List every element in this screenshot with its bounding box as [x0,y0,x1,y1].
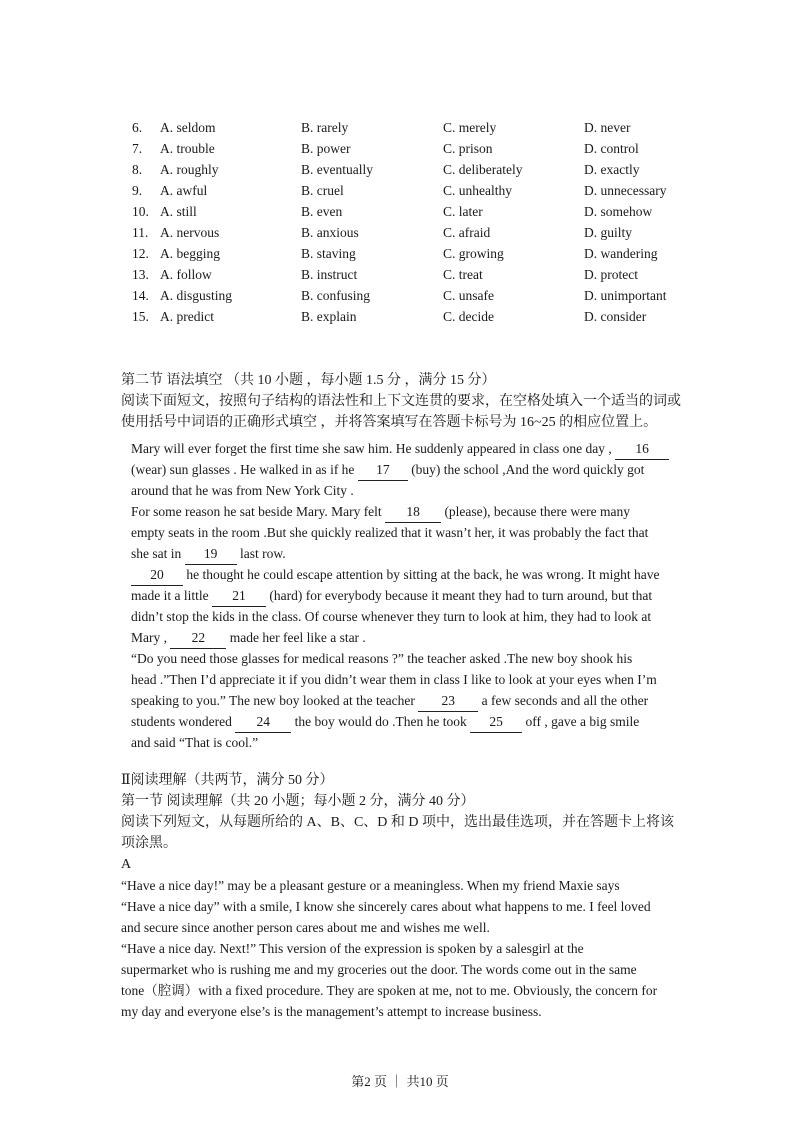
option-b: B. instruct [301,267,358,282]
passage-line [131,543,691,565]
blank-23: 23 [418,690,478,712]
passage-text: (wear) sun glasses . He walked in as if he [131,462,355,477]
passage-line: empty seats in the room .But she quickly realized that it wasn’t her, it was probably the fact that [131,525,649,540]
question-number: 6. [132,120,143,135]
question-number: 13. [132,267,149,282]
option-d: D. control [584,141,639,156]
passage-line: didn’t stop the kids in the class. Of course whenever they turn to look at him, they had to look at [131,609,652,624]
option-c: C. deliberately [443,162,523,177]
section-instruction: 使用括号中词语的正确形式填空 ，并将答案填写在答题卡标号为 16~25 的相应位置上。 [121,415,658,430]
passage-text: off , gave a big smile [525,714,640,729]
passage-text: made her feel like a star . [229,630,366,645]
passage-line [131,564,691,586]
passage-text: For some reason he sat beside Mary. Mary felt [131,504,382,519]
question-number: 15. [132,309,149,324]
option-a: A. follow [160,267,212,282]
passage-line: around that he was from New York City . [131,483,354,498]
passage-text: (buy) the school ,And the word quickly got [411,462,645,477]
option-c: C. afraid [443,225,491,240]
question-number: 7. [132,141,143,156]
blank-19: 19 [185,543,237,565]
option-b: B. anxious [301,225,359,240]
option-b: B. eventually [301,162,373,177]
passage-line [131,438,691,460]
section-instruction: 阅读下列短文，从每题所给的 A、B、C、D 和 D 项中，选出最佳选项，并在答题卡上将该 [121,815,675,830]
section-instruction: 项涂黑。 [121,836,177,851]
passage-text: Mary will ever forget the first time she saw him. He suddenly appeared in class one day , [131,441,612,456]
option-a: A. roughly [160,162,219,177]
blank-21: 21 [212,585,266,607]
option-d: D. unnecessary [584,183,667,198]
passage-line [131,585,691,607]
passage-text: made it a little [131,588,209,603]
option-row [0,222,800,243]
option-b: B. confusing [301,288,370,303]
question-number: 14. [132,288,149,303]
option-d: D. guilty [584,225,633,240]
passage-line: “Do you need those glasses for medical reasons ?” the teacher asked .The new boy shook his [131,651,633,666]
option-d: D. exactly [584,162,640,177]
question-number: 12. [132,246,149,261]
option-a: A. begging [160,246,220,261]
option-c: C. treat [443,267,483,282]
option-d: D. consider [584,309,647,324]
passage-text: a few seconds and all the other [481,693,649,708]
passage-text: last row. [240,546,286,561]
blank-22: 22 [170,627,226,649]
option-row [0,117,800,138]
option-a: A. trouble [160,141,215,156]
option-row [0,201,800,222]
option-c: C. unhealthy [443,183,512,198]
option-row [0,180,800,201]
reading-line: “Have a nice day!” may be a pleasant gesture or a meaningless. When my friend Maxie says [121,878,620,893]
blank-16: 16 [615,438,669,460]
option-b: B. explain [301,309,357,324]
reading-line: tone（腔调）with a fixed procedure. They are spoken at me, not to me. Obviously, the concern for [121,983,658,998]
passage-text: (hard) for everybody because it meant they had to turn around, but that [269,588,653,603]
blank-17: 17 [358,459,408,481]
reading-line: and secure since another person cares about me and wishes me well. [121,920,490,935]
page-footer: 第2 页 ｜ 共10 页 [351,1074,449,1089]
option-d: D. wandering [584,246,658,261]
reading-line: “Have a nice day” with a smile, I know she sincerely cares about what happens to me. I feel loved [121,899,651,914]
reading-line: “Have a nice day. Next!” This version of the expression is spoken by a salesgirl at the [121,941,584,956]
passage-text: (please), because there were many [444,504,630,519]
question-number: 11. [132,225,149,240]
option-b: B. even [301,204,343,219]
reading-line: my day and everyone else’s is the management’s attempt to increase business. [121,1004,542,1019]
option-row [0,285,800,306]
option-c: C. merely [443,120,497,135]
option-a: A. still [160,204,197,219]
option-b: B. cruel [301,183,344,198]
option-row [0,159,800,180]
option-row [0,243,800,264]
part-title: Ⅱ阅读理解（共两节，满分 50 分） [121,773,334,788]
blank-20: 20 [131,564,183,586]
question-number: 10. [132,204,149,219]
blank-24: 24 [235,711,291,733]
option-row [0,264,800,285]
option-row [0,306,800,327]
option-d: D. protect [584,267,638,282]
passage-text: he thought he could escape attention by sitting at the back, he was wrong. It might have [186,567,660,582]
passage-line [131,627,691,649]
passage-text: speaking to you.” The new boy looked at the teacher [131,693,415,708]
option-d: D. somehow [584,204,653,219]
passage-text: students wondered [131,714,232,729]
option-a: A. disgusting [160,288,233,303]
option-c: C. growing [443,246,504,261]
option-d: D. unimportant [584,288,667,303]
option-b: B. power [301,141,351,156]
option-c: C. decide [443,309,494,324]
option-a: A. nervous [160,225,220,240]
option-d: D. never [584,120,631,135]
passage-line: head .”Then I’d appreciate it if you didn’t wear them in class I like to look at your eyes when I’m [131,672,657,687]
passage-line [131,459,691,481]
option-c: C. prison [443,141,493,156]
option-a: A. predict [160,309,214,324]
passage-line [131,690,691,712]
passage-line [131,711,691,733]
section-title: 第二节 语法填空 （共 10 小题 ，每小题 1.5 分 ，满分 15 分） [121,373,496,388]
option-b: B. staving [301,246,356,261]
passage-letter: A [121,857,132,872]
option-c: C. unsafe [443,288,494,303]
question-number: 9. [132,183,143,198]
section-instruction: 阅读下面短文，按照句子结构的语法性和上下文连贯的要求，在空格处填入一个适当的词或 [121,394,681,409]
option-a: A. seldom [160,120,216,135]
blank-25: 25 [470,711,522,733]
section-title: 第一节 阅读理解（共 20 小题；每小题 2 分，满分 40 分） [121,794,475,809]
blank-18: 18 [385,501,441,523]
question-number: 8. [132,162,143,177]
option-row [0,138,800,159]
option-b: B. rarely [301,120,349,135]
passage-text: she sat in [131,546,182,561]
passage-line [131,501,691,523]
passage-line: and said “That is cool.” [131,735,259,750]
option-c: C. later [443,204,483,219]
passage-text: Mary , [131,630,167,645]
passage-text: the boy would do .Then he took [294,714,467,729]
option-a: A. awful [160,183,208,198]
reading-line: supermarket who is rushing me and my groceries out the door. The words come out in the same [121,962,637,977]
